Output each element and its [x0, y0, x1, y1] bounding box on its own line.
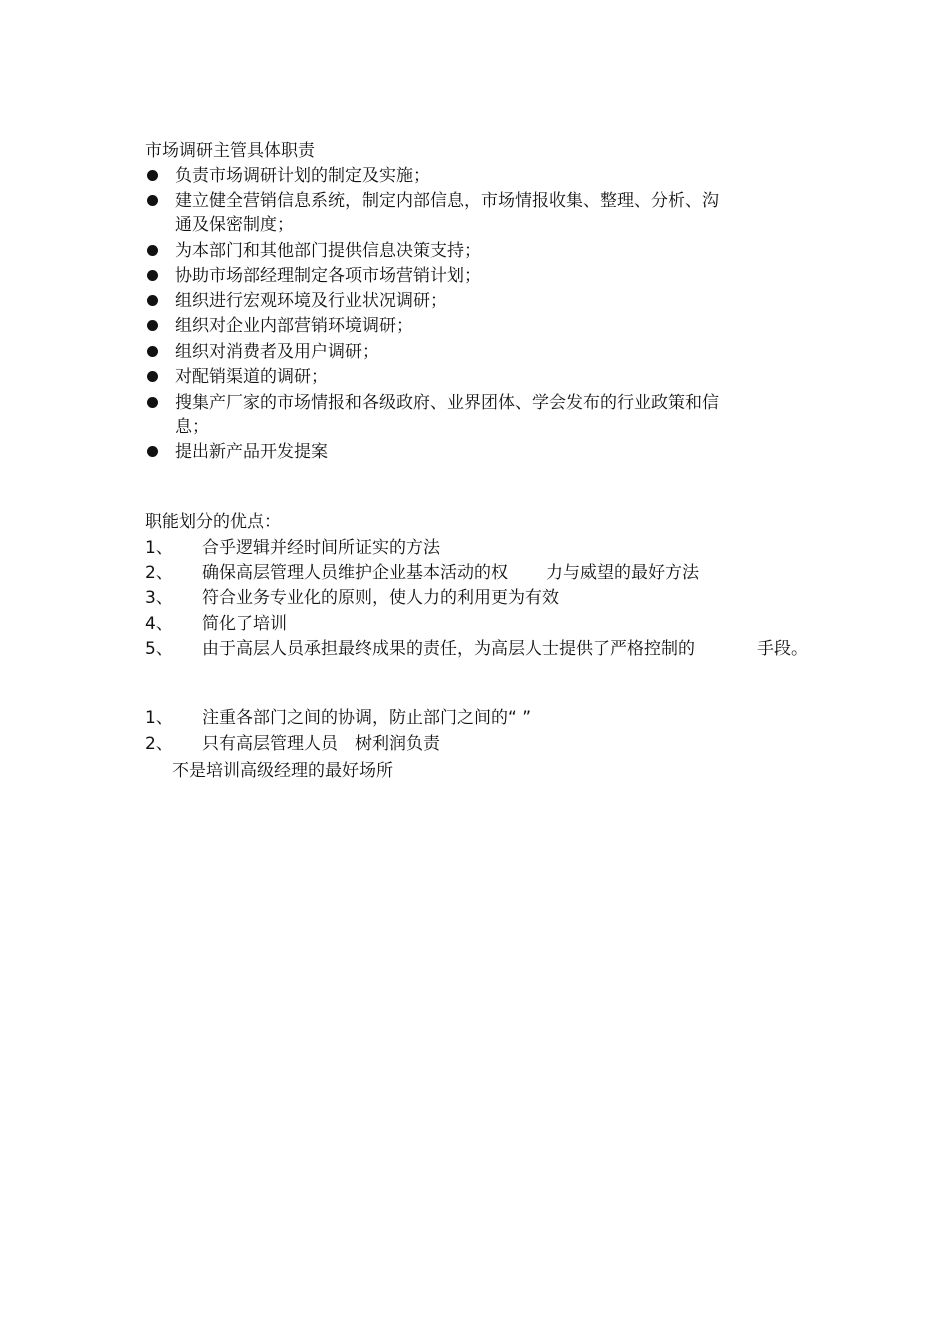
list-item: 符合业务专业化的原则，使人力的利用更为有效 [202, 588, 559, 608]
list-number: 2、 [145, 734, 173, 754]
list-item: 搜集产厂家的市场情报和各级政府、业界团体、学会发布的行业政策和信 [175, 393, 719, 413]
list-item: 确保高层管理人员维护企业基本活动的权 [202, 563, 508, 583]
bullet-icon [147, 245, 158, 256]
list-item: 负责市场调研计划的制定及实施； [175, 166, 430, 186]
list-item-tail: 树利润负责 [355, 734, 440, 754]
list-item-continuation: 息； [175, 417, 209, 437]
bullet-icon [147, 195, 158, 206]
list-item: 提出新产品开发提案 [175, 442, 328, 462]
list-item-tail: 手段。 [757, 639, 808, 659]
list-item: 由于高层人员承担最终成果的责任，为高层人士提供了严格控制的 [202, 639, 695, 659]
list-item: 合乎逻辑并经时间所证实的方法 [202, 538, 440, 558]
bullet-icon [147, 270, 158, 281]
list-number: 4、 [145, 614, 173, 634]
list-item: 只有高层管理人员 [202, 734, 338, 754]
bullet-icon [147, 295, 158, 306]
list-number: 2、 [145, 563, 173, 583]
bullet-icon [147, 371, 158, 382]
list-item: 协助市场部经理制定各项市场营销计划； [175, 266, 481, 286]
list-number: 1、 [145, 538, 173, 558]
list-item: 为本部门和其他部门提供信息决策支持； [175, 241, 481, 261]
list-item: 组织对企业内部营销环境调研； [175, 316, 413, 336]
list-item: 对配销渠道的调研； [175, 367, 328, 387]
bullet-icon [147, 346, 158, 357]
list-item-tail: 力与威望的最好方法 [546, 563, 699, 583]
list-item: 组织进行宏观环境及行业状况调研； [175, 291, 447, 311]
bullet-icon [147, 397, 158, 408]
bullet-icon [147, 320, 158, 331]
list-item: 简化了培训 [202, 614, 287, 634]
section1-title: 市场调研主管具体职责 [145, 141, 315, 161]
list-number: 3、 [145, 588, 173, 608]
section2-title: 职能划分的优点： [145, 512, 281, 532]
note-text: 不是培训高级经理的最好场所 [172, 761, 393, 781]
bullet-icon [147, 170, 158, 181]
list-item: 建立健全营销信息系统，制定内部信息，市场情报收集、整理、分析、沟 [175, 191, 719, 211]
list-number: 1、 [145, 708, 173, 728]
list-item: 组织对消费者及用户调研； [175, 342, 379, 362]
list-number: 5、 [145, 639, 173, 659]
bullet-icon [147, 446, 158, 457]
list-item: 注重各部门之间的协调，防止部门之间的“ ” [202, 708, 532, 728]
list-item-continuation: 通及保密制度； [175, 215, 294, 235]
